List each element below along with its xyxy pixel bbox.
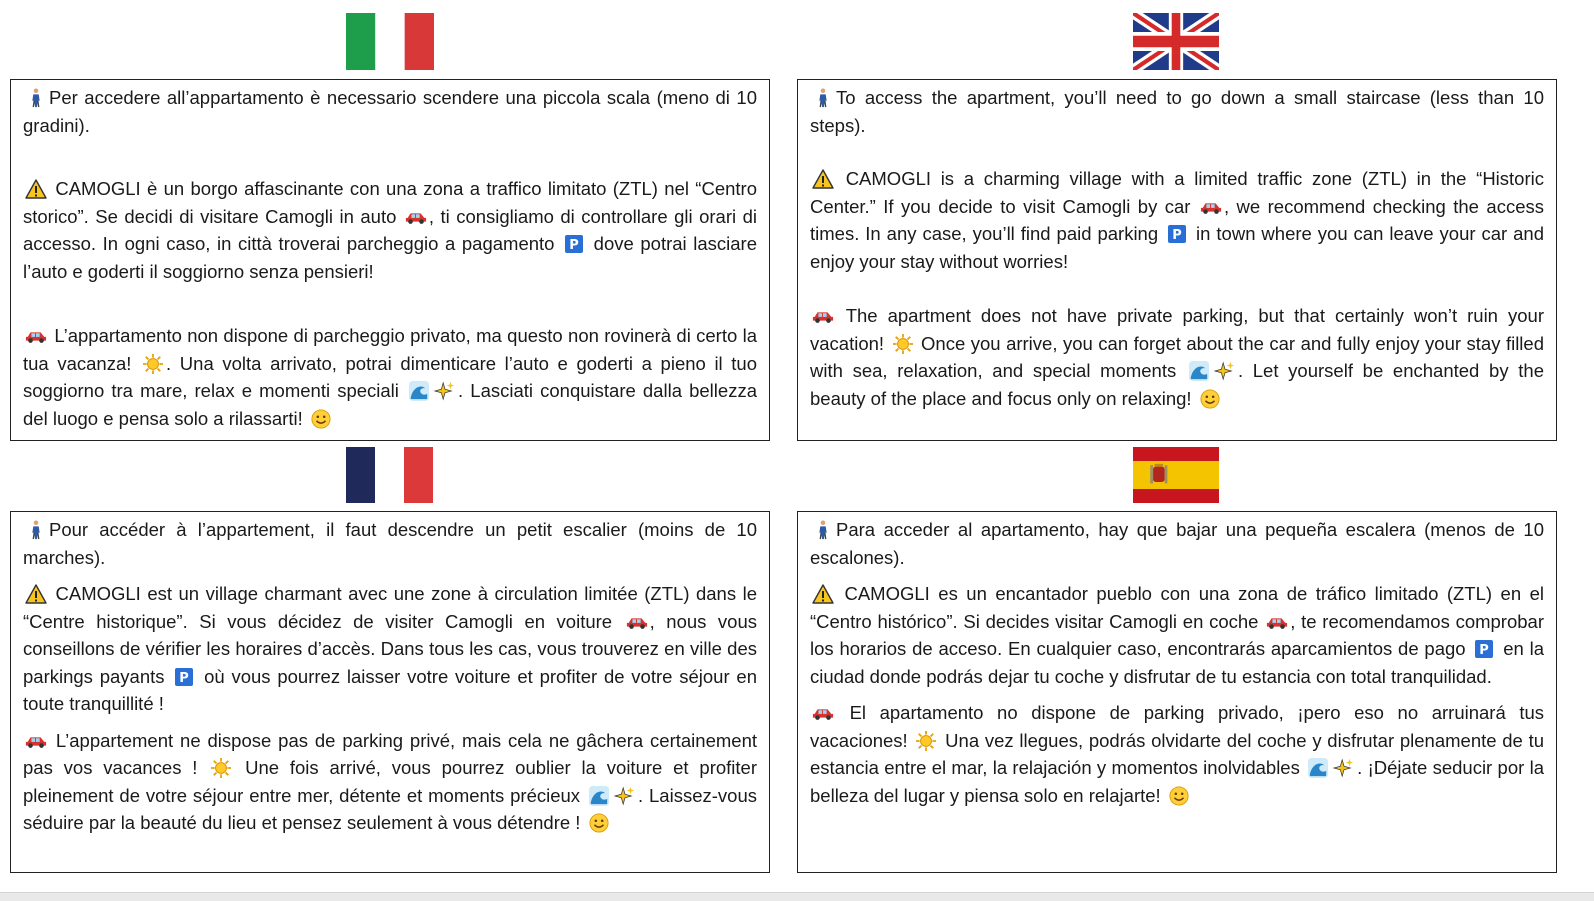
uk-flag-icon <box>1133 13 1219 70</box>
italian-parking-paragraph: L’appartamento non dispone di parcheggio privato, ma questo non rovinerà di certo la tua vacanza! . Una volta arrivato, potrai dimenticare l’auto e goderti a pieno il tuo soggiorno tra mare, relax e momenti speciali . Lasciati conquistare dalla bellezza del luogo e pensa solo a rilassarti! <box>23 325 758 429</box>
sparkles-icon <box>1333 758 1355 778</box>
wave-icon <box>408 381 430 401</box>
french-panel <box>10 511 770 873</box>
sun-icon <box>892 334 914 354</box>
sparkles-icon <box>614 786 636 806</box>
france-flag-icon <box>346 447 433 503</box>
wave-icon <box>588 786 610 806</box>
spanish-panel <box>797 511 1557 873</box>
warning-icon <box>812 584 834 604</box>
svg-text:P: P <box>179 670 190 686</box>
french-ztl-paragraph: CAMOGLI est un village charmant avec une zone à circulation limitée (ZTL) dans le “Centre historique”. Si vous décidez de visiter Camogli en voiture , nous vous conseillons de vérifier les horaires d’accès. Dans tous les cas, vous trouverez en ville des parkings payants P où vous pourrez laisser votre voiture et profiter de votre séjour en toute tranquillité ! <box>23 583 757 714</box>
car-icon <box>812 703 834 723</box>
warning-icon <box>812 169 834 189</box>
smiley-icon <box>1168 786 1190 806</box>
sun-icon <box>915 731 937 751</box>
english-parking-paragraph: The apartment does not have private parking, but that certainly won’t ruin your vacation! Once you arrive, you can forget about the car and fully enjoy your stay filled with sea, relaxation, and special moments . Let yourself be enchanted by the beauty of the place and focus only on relaxing! <box>810 305 1544 409</box>
walking-person-icon <box>25 520 47 540</box>
parking-icon <box>563 234 585 254</box>
parking-icon <box>1473 639 1495 659</box>
car-icon <box>405 207 427 227</box>
sun-icon <box>210 758 232 778</box>
english-ztl-paragraph: CAMOGLI is a charming village with a limited traffic zone (ZTL) in the “Historic Center.” If you decide to visit Camogli by car , we recommend checking the access times. In any case, you’ll find paid parking P in town where you can leave your car and enjoy your stay without worries! <box>810 168 1544 272</box>
sparkles-icon <box>1214 361 1236 381</box>
wave-icon <box>1188 361 1210 381</box>
spanish-stairs-paragraph: Para acceder al apartamento, hay que bajar una pequeña escalera (menos de 10 escalones). <box>810 519 1544 568</box>
car-icon <box>1200 197 1222 217</box>
spain-flag-icon <box>1133 447 1219 503</box>
italy-flag-icon <box>346 13 434 70</box>
italian-panel <box>10 79 770 441</box>
smiley-icon <box>1199 389 1221 409</box>
spanish-parking-paragraph: El apartamento no dispone de parking privado, ¡pero eso no arruinará tus vacaciones! Una vez llegues, podrás olvidarte del coche y disfrutar plenamente de tu estancia entre el mar, la relajación y momentos inolvidables . ¡Déjate seducir por la belleza del lugar y piensa solo en relajarte! <box>810 702 1545 806</box>
warning-icon <box>25 584 47 604</box>
french-parking-paragraph: L’appartement ne dispose pas de parking privé, mais cela ne gâchera certainement pas vos vacances ! Une fois arrivé, vous pourrez oublier la voiture et profiter pleinement de votre séjour entre mer, détente et moments précieux . Laissez-vous séduire par la beauté du lieu et pensez seulement à vous détendre ! <box>23 729 757 833</box>
smiley-icon <box>588 813 610 833</box>
french-stairs-paragraph: Pour accéder à l’appartement, il faut descendre un petit escalier (moins de 10 marches). <box>23 519 757 568</box>
italian-stairs-paragraph: Per accedere all’appartamento è necessario scendere una piccola scala (meno di 10 gradini). <box>23 87 757 136</box>
walking-person-icon <box>812 520 834 540</box>
parking-icon <box>173 667 195 687</box>
svg-text:P: P <box>1479 643 1490 658</box>
warning-icon <box>25 179 47 199</box>
wave-icon <box>1307 758 1329 778</box>
english-stairs-paragraph: To access the apartment, you’ll need to go down a small staircase (less than 10 steps). <box>810 87 1544 136</box>
spanish-ztl-paragraph: CAMOGLI es un encantador pueblo con una zona de tráfico limitado (ZTL) en el “Centro histórico”. Si decides visitar Camogli en coche , te recomendamos comprobar los horarios de acceso. En cualquier caso, encontrarás aparcamientos de pago P en la ciudad donde podrás dejar tu coche y disfrutar de tu estancia con total tranquilidad. <box>810 583 1544 687</box>
italian-ztl-paragraph: CAMOGLI è un borgo affascinante con una zona a traffico limitato (ZTL) nel “Centro storico”. Se decidi di visitare Camogli in auto , ti consigliamo di controllare gli orari di accesso. In ogni caso, in città troverai parcheggio a pagamento P dove potrai lasciare l’auto e goderti il soggiorno senza pensieri! <box>23 178 758 282</box>
sparkles-icon <box>434 381 456 401</box>
english-panel <box>797 79 1557 441</box>
walking-person-icon <box>25 88 47 108</box>
car-icon <box>812 306 834 326</box>
car-icon <box>25 326 47 346</box>
car-icon <box>1266 612 1288 632</box>
svg-text:P: P <box>569 238 579 253</box>
parking-icon <box>1166 224 1188 244</box>
sun-icon <box>142 354 164 374</box>
car-icon <box>626 612 648 632</box>
car-icon <box>25 731 47 751</box>
walking-person-icon <box>812 88 834 108</box>
smiley-icon <box>310 409 332 429</box>
svg-text:P: P <box>1172 228 1182 243</box>
